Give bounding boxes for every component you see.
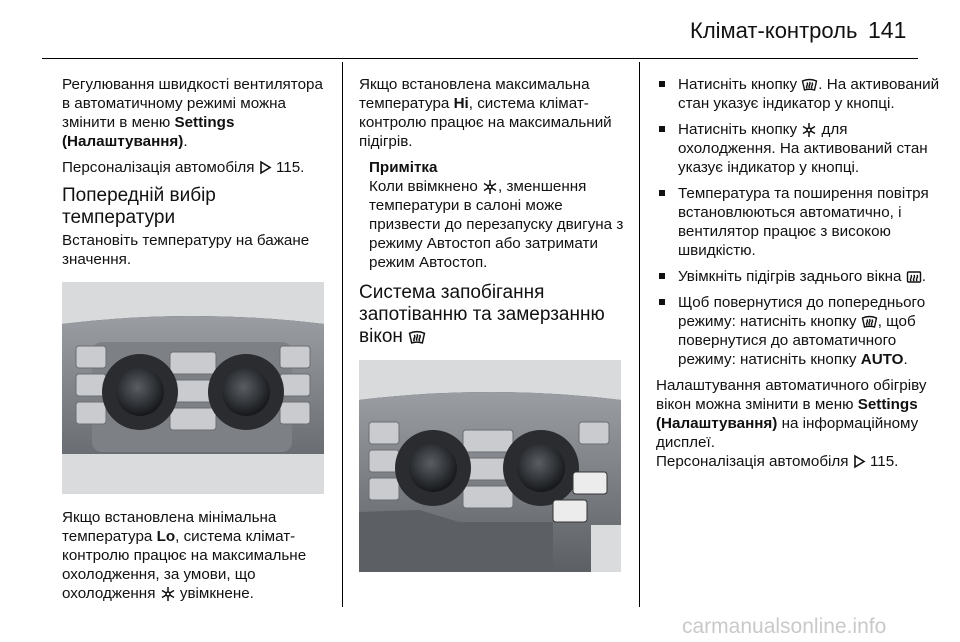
windshield-defrost-icon [801, 77, 818, 92]
note-text [369, 177, 627, 272]
text: . [903, 351, 908, 368]
text: , система клімат-контролю працює на максимальний підігрів. [359, 95, 612, 150]
text: на інформаційному дисплеї. [656, 415, 919, 451]
text: для охолодження. На активований стан указує індикатор у кнопці. [678, 121, 928, 176]
list-item: Увімкніть підігрів заднього вікна . [656, 267, 940, 286]
climate-panel-defrost-photo [359, 360, 621, 572]
text: Якщо встановлена мінімальна температура [62, 509, 277, 545]
text: Персоналізація автомобіля [62, 159, 259, 176]
rear-window-heat-icon [906, 270, 922, 284]
text: . На активований стан указує індикатор у кнопці. [678, 76, 940, 112]
text: Натисніть кнопку [678, 121, 802, 138]
list-item [656, 120, 940, 177]
text: Температура та поширення повітря встановлюються автоматично, і вентилятор працює з високою швидкістю. [678, 185, 929, 259]
text: Якщо встановлена максимальна температура [359, 76, 590, 112]
list-item [656, 75, 940, 113]
page-reference-link[interactable]: 115. [275, 159, 305, 176]
instruction-list [656, 75, 940, 369]
text: Налаштування автоматичного обігріву вікон можна змінити в меню [656, 377, 927, 413]
auto-button-label: AUTO [860, 351, 904, 368]
paragraph-fan-speed [62, 75, 330, 151]
section-heading-defrost [359, 282, 627, 348]
watermark: carmanualsonline.info [682, 615, 887, 638]
text: Увімкніть підігрів заднього вікна [678, 268, 906, 285]
header-rule [42, 58, 918, 59]
menu-name: Settings (Налаштування) [62, 114, 235, 150]
paragraph-lo-temperature [62, 508, 330, 603]
paragraph-reference [656, 452, 940, 471]
text: , щоб повернутися до автоматичного режиму: натисніть кнопку [678, 313, 916, 368]
text: увімкнене. [175, 585, 254, 602]
list-item [656, 184, 940, 260]
column-divider-2 [639, 62, 640, 607]
note-block [369, 158, 627, 272]
text: , система клімат-контролю працює на максимальне охолодження, за умови, що охолодження [62, 528, 307, 602]
section-heading-temperature: Попередній вибір температури [62, 185, 216, 228]
snowflake-ac-icon [160, 586, 176, 602]
text: Персоналізація автомобіля [656, 453, 853, 470]
paragraph-set-temperature: Встановіть температуру на бажане значення. [62, 232, 310, 268]
triangle-right-icon [259, 160, 272, 175]
climate-panel-photo [62, 282, 324, 494]
column-2 [359, 75, 627, 572]
paragraph-reference [62, 158, 330, 177]
snowflake-ac-icon [482, 179, 498, 195]
page-number: 141 [868, 17, 907, 43]
paragraph-settings [656, 376, 940, 452]
text: Щоб повернутися до попереднього режиму: натисніть кнопку [678, 294, 926, 330]
text: , зменшення температури в салоні може призвести до перезапуску двигуна з режиму Автостоп або затримати режим Автостоп. [369, 178, 624, 271]
list-item [656, 293, 940, 369]
heading-text: Система запобігання запотіванню та замерзанню вікон [359, 282, 605, 347]
snowflake-ac-icon [801, 122, 817, 138]
text: Регулювання швидкості вентилятора в автоматичному режимі можна змінити в меню [62, 76, 323, 131]
lo-label: Lo [156, 528, 176, 545]
column-3 [656, 75, 940, 478]
menu-name: Settings (Налаштування) [656, 396, 918, 432]
note-title: Примітка [369, 159, 438, 176]
windshield-defrost-icon [861, 314, 878, 329]
text: Натисніть кнопку [678, 76, 802, 93]
text: . [183, 133, 188, 150]
page-reference-link[interactable]: 115. [869, 453, 899, 470]
hi-label: Hi [453, 95, 469, 112]
header-title: Клімат-контроль [690, 18, 858, 43]
column-divider-1 [342, 62, 343, 607]
paragraph-hi-temperature [359, 75, 627, 151]
text: Коли ввімкнено [369, 178, 483, 195]
windshield-defrost-icon [408, 329, 426, 345]
triangle-right-icon [853, 454, 866, 469]
column-1 [62, 75, 330, 610]
